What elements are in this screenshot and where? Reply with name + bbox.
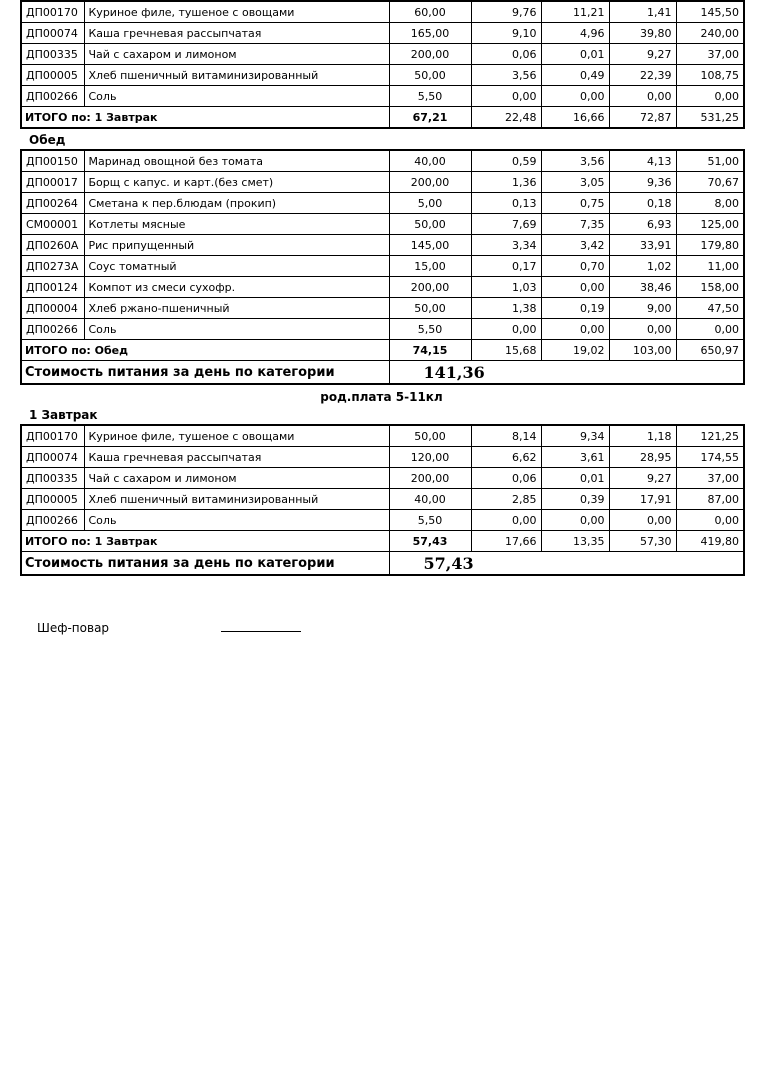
total-value-cell-3: 57,30 — [609, 531, 676, 552]
day-cost-value-cell: 57,43 — [389, 552, 744, 576]
total-value-cell-4: 531,25 — [676, 107, 744, 129]
value-cell-1: 3,34 — [471, 235, 541, 256]
qty-cell: 200,00 — [389, 44, 471, 65]
table-row — [21, 23, 744, 44]
qty-cell: 5,50 — [389, 319, 471, 340]
value-cell-1: 0,59 — [471, 150, 541, 172]
value-cell-4: 51,00 — [676, 150, 744, 172]
section-label: 1 Завтрак — [29, 408, 98, 422]
table-row — [21, 150, 744, 172]
qty-cell: 165,00 — [389, 23, 471, 44]
dish-code-cell: ДП00266 — [21, 86, 84, 107]
value-cell-4: 8,00 — [676, 193, 744, 214]
dish-name-cell: Хлеб ржано-пшеничный — [84, 298, 389, 319]
value-cell-2: 0,01 — [541, 468, 609, 489]
dish-name-cell: Чай с сахаром и лимоном — [84, 44, 389, 65]
value-cell-3: 1,02 — [609, 256, 676, 277]
qty-cell: 15,00 — [389, 256, 471, 277]
menu-table — [20, 0, 745, 129]
value-cell-4: 145,50 — [676, 1, 744, 23]
day-cost-row — [21, 552, 744, 576]
total-value-cell-4: 419,80 — [676, 531, 744, 552]
dish-code-cell: ДП00124 — [21, 277, 84, 298]
table-row — [21, 172, 744, 193]
value-cell-1: 1,03 — [471, 277, 541, 298]
value-cell-2: 3,56 — [541, 150, 609, 172]
dish-name-cell: Соль — [84, 319, 389, 340]
table-row — [21, 489, 744, 510]
value-cell-1: 0,00 — [471, 510, 541, 531]
day-cost-row — [21, 361, 744, 385]
value-cell-2: 0,01 — [541, 44, 609, 65]
value-cell-2: 0,70 — [541, 256, 609, 277]
value-cell-1: 1,38 — [471, 298, 541, 319]
value-cell-4: 37,00 — [676, 44, 744, 65]
dish-name-cell: Соль — [84, 510, 389, 531]
value-cell-3: 6,93 — [609, 214, 676, 235]
value-cell-3: 0,00 — [609, 86, 676, 107]
dish-code-cell: ДП00170 — [21, 425, 84, 447]
dish-code-cell: ДП00004 — [21, 298, 84, 319]
table-row — [21, 277, 744, 298]
qty-cell: 40,00 — [389, 489, 471, 510]
total-qty-cell: 74,15 — [389, 340, 471, 361]
value-cell-2: 9,34 — [541, 425, 609, 447]
table-row — [21, 510, 744, 531]
value-cell-4: 240,00 — [676, 23, 744, 44]
qty-cell: 5,50 — [389, 86, 471, 107]
category-note: род.плата 5-11кл — [320, 390, 443, 404]
total-value-cell-2: 19,02 — [541, 340, 609, 361]
footer — [20, 619, 757, 635]
value-cell-2: 0,00 — [541, 277, 609, 298]
total-value-cell-2: 16,66 — [541, 107, 609, 129]
table-row — [21, 86, 744, 107]
value-cell-3: 9,27 — [609, 44, 676, 65]
total-qty-cell: 57,43 — [389, 531, 471, 552]
table-row — [21, 44, 744, 65]
value-cell-3: 17,91 — [609, 489, 676, 510]
day-cost-label-cell: Стоимость питания за день по категории — [21, 361, 389, 385]
value-cell-3: 0,18 — [609, 193, 676, 214]
dish-name-cell: Куриное филе, тушеное с овощами — [84, 1, 389, 23]
report-body — [20, 0, 757, 576]
value-cell-1: 0,17 — [471, 256, 541, 277]
total-value-cell-1: 15,68 — [471, 340, 541, 361]
dish-code-cell: ДП00266 — [21, 319, 84, 340]
qty-cell: 50,00 — [389, 214, 471, 235]
value-cell-2: 4,96 — [541, 23, 609, 44]
value-cell-3: 9,36 — [609, 172, 676, 193]
value-cell-1: 1,36 — [471, 172, 541, 193]
value-cell-2: 3,61 — [541, 447, 609, 468]
value-cell-3: 38,46 — [609, 277, 676, 298]
qty-cell: 200,00 — [389, 172, 471, 193]
dish-name-cell: Сметана к пер.блюдам (прокип) — [84, 193, 389, 214]
table-row — [21, 319, 744, 340]
total-row — [21, 340, 744, 361]
value-cell-4: 158,00 — [676, 277, 744, 298]
value-cell-4: 11,00 — [676, 256, 744, 277]
value-cell-4: 87,00 — [676, 489, 744, 510]
total-value-cell-3: 103,00 — [609, 340, 676, 361]
total-label-cell: ИТОГО по: 1 Завтрак — [21, 531, 389, 552]
value-cell-4: 108,75 — [676, 65, 744, 86]
total-qty-cell: 67,21 — [389, 107, 471, 129]
dish-name-cell: Компот из смеси сухофр. — [84, 277, 389, 298]
table-row — [21, 1, 744, 23]
table-row — [21, 425, 744, 447]
dish-code-cell: ДП0273А — [21, 256, 84, 277]
dish-code-cell: ДП00266 — [21, 510, 84, 531]
dish-code-cell: ДП00074 — [21, 23, 84, 44]
total-value-cell-4: 650,97 — [676, 340, 744, 361]
dish-name-cell: Чай с сахаром и лимоном — [84, 468, 389, 489]
qty-cell: 50,00 — [389, 425, 471, 447]
value-cell-3: 9,27 — [609, 468, 676, 489]
table-row — [21, 235, 744, 256]
total-value-cell-1: 17,66 — [471, 531, 541, 552]
value-cell-2: 7,35 — [541, 214, 609, 235]
value-cell-2: 0,00 — [541, 510, 609, 531]
value-cell-1: 0,00 — [471, 319, 541, 340]
dish-code-cell: ДП00335 — [21, 44, 84, 65]
dish-code-cell: ДП00150 — [21, 150, 84, 172]
value-cell-1: 0,06 — [471, 468, 541, 489]
value-cell-4: 0,00 — [676, 86, 744, 107]
value-cell-4: 37,00 — [676, 468, 744, 489]
table-row — [21, 298, 744, 319]
value-cell-4: 70,67 — [676, 172, 744, 193]
value-cell-2: 0,75 — [541, 193, 609, 214]
total-value-cell-1: 22,48 — [471, 107, 541, 129]
dish-code-cell: ДП00264 — [21, 193, 84, 214]
dish-code-cell: ДП00005 — [21, 65, 84, 86]
dish-name-cell: Хлеб пшеничный витаминизированный — [84, 65, 389, 86]
dish-name-cell: Хлеб пшеничный витаминизированный — [84, 489, 389, 510]
total-value-cell-2: 13,35 — [541, 531, 609, 552]
dish-name-cell: Куриное филе, тушеное с овощами — [84, 425, 389, 447]
value-cell-1: 7,69 — [471, 214, 541, 235]
dish-code-cell: ДП00074 — [21, 447, 84, 468]
value-cell-1: 8,14 — [471, 425, 541, 447]
value-cell-4: 0,00 — [676, 319, 744, 340]
qty-cell: 50,00 — [389, 298, 471, 319]
qty-cell: 200,00 — [389, 277, 471, 298]
value-cell-4: 121,25 — [676, 425, 744, 447]
dish-name-cell: Соус томатный — [84, 256, 389, 277]
value-cell-3: 1,18 — [609, 425, 676, 447]
value-cell-3: 33,91 — [609, 235, 676, 256]
day-cost-label-cell: Стоимость питания за день по категории — [21, 552, 389, 576]
menu-table — [20, 424, 745, 576]
dish-code-cell: ДП00170 — [21, 1, 84, 23]
value-cell-1: 9,76 — [471, 1, 541, 23]
value-cell-3: 9,00 — [609, 298, 676, 319]
table-row — [21, 468, 744, 489]
value-cell-2: 0,00 — [541, 319, 609, 340]
value-cell-2: 0,00 — [541, 86, 609, 107]
value-cell-3: 28,95 — [609, 447, 676, 468]
dish-name-cell: Котлеты мясные — [84, 214, 389, 235]
value-cell-3: 39,80 — [609, 23, 676, 44]
table-row — [21, 447, 744, 468]
dish-name-cell: Рис припущенный — [84, 235, 389, 256]
dish-code-cell: ДП00005 — [21, 489, 84, 510]
value-cell-1: 0,06 — [471, 44, 541, 65]
dish-code-cell: ДП00335 — [21, 468, 84, 489]
value-cell-4: 174,55 — [676, 447, 744, 468]
dish-name-cell: Каша гречневая рассыпчатая — [84, 23, 389, 44]
total-label-cell: ИТОГО по: 1 Завтрак — [21, 107, 389, 129]
menu-table — [20, 149, 745, 385]
total-row — [21, 531, 744, 552]
chef-label: Шеф-повар — [37, 621, 110, 635]
value-cell-4: 179,80 — [676, 235, 744, 256]
value-cell-1: 0,00 — [471, 86, 541, 107]
value-cell-1: 6,62 — [471, 447, 541, 468]
value-cell-1: 0,13 — [471, 193, 541, 214]
signature-line — [221, 619, 301, 632]
value-cell-2: 3,05 — [541, 172, 609, 193]
dish-name-cell: Борщ с капус. и карт.(без смет) — [84, 172, 389, 193]
value-cell-4: 125,00 — [676, 214, 744, 235]
value-cell-2: 11,21 — [541, 1, 609, 23]
value-cell-3: 4,13 — [609, 150, 676, 172]
value-cell-2: 0,19 — [541, 298, 609, 319]
dish-code-cell: СМ00001 — [21, 214, 84, 235]
value-cell-3: 0,00 — [609, 510, 676, 531]
value-cell-3: 1,41 — [609, 1, 676, 23]
total-label-cell: ИТОГО по: Обед — [21, 340, 389, 361]
qty-cell: 120,00 — [389, 447, 471, 468]
dish-name-cell: Каша гречневая рассыпчатая — [84, 447, 389, 468]
qty-cell: 145,00 — [389, 235, 471, 256]
value-cell-1: 3,56 — [471, 65, 541, 86]
dish-name-cell: Соль — [84, 86, 389, 107]
total-row — [21, 107, 744, 129]
value-cell-2: 3,42 — [541, 235, 609, 256]
total-value-cell-3: 72,87 — [609, 107, 676, 129]
value-cell-1: 9,10 — [471, 23, 541, 44]
value-cell-4: 47,50 — [676, 298, 744, 319]
qty-cell: 200,00 — [389, 468, 471, 489]
value-cell-4: 0,00 — [676, 510, 744, 531]
value-cell-2: 0,49 — [541, 65, 609, 86]
table-row — [21, 256, 744, 277]
value-cell-1: 2,85 — [471, 489, 541, 510]
dish-code-cell: ДП0260А — [21, 235, 84, 256]
qty-cell: 60,00 — [389, 1, 471, 23]
qty-cell: 5,50 — [389, 510, 471, 531]
qty-cell: 50,00 — [389, 65, 471, 86]
table-row — [21, 214, 744, 235]
value-cell-3: 0,00 — [609, 319, 676, 340]
table-row — [21, 65, 744, 86]
table-row — [21, 193, 744, 214]
qty-cell: 5,00 — [389, 193, 471, 214]
dish-name-cell: Маринад овощной без томата — [84, 150, 389, 172]
value-cell-2: 0,39 — [541, 489, 609, 510]
day-cost-value-cell: 141,36 — [389, 361, 744, 385]
value-cell-3: 22,39 — [609, 65, 676, 86]
qty-cell: 40,00 — [389, 150, 471, 172]
section-label: Обед — [29, 133, 66, 147]
dish-code-cell: ДП00017 — [21, 172, 84, 193]
